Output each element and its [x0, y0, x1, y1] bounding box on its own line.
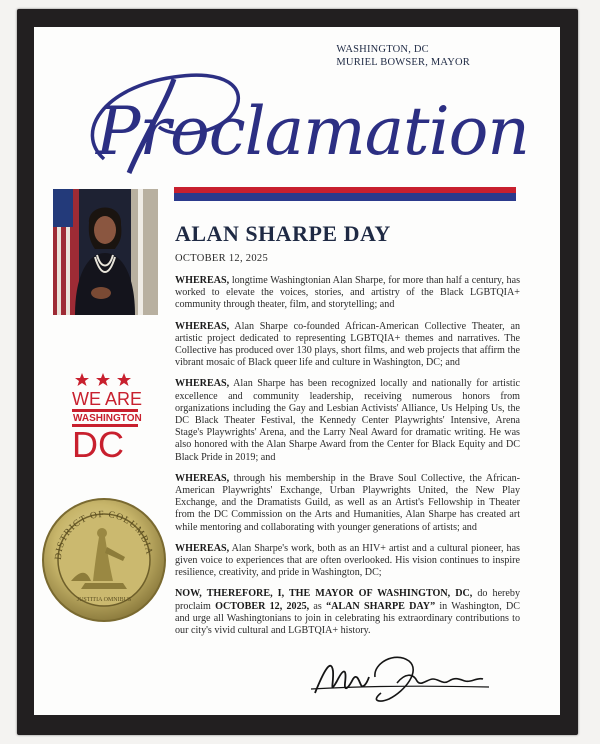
mayor-label: MURIEL BOWSER, MAYOR	[336, 57, 470, 68]
seal-motto: JUSTITIA OMNIBUS	[76, 597, 132, 603]
whereas-paragraph: WHEREAS, Alan Sharpe has been recognized locally and nationally for artistic excellence and community leadership, receiving numerous honors from organizations including the Gay and Lesbian Activists' Alliance, Us Helping Us, the DC Black Theater Festival, the Kennedy Center Playwrights' Intensive, Arena Stage's Playwrights' Arena, and the Larry Neal Award for dramatic writing. He was also honored with the Alan Sharpe Award from the Center for Black Equity and DC Black Pride in 2019; and	[175, 378, 520, 463]
we-are-washington-dc-logo	[70, 367, 150, 459]
seal-text: DISTRICT OF COLUMBIA	[53, 509, 154, 561]
proclamation-heading: ALAN SHARPE DAY	[175, 221, 391, 246]
dc-text: DC	[72, 424, 124, 459]
proclamation-document	[34, 27, 560, 715]
proclamation-body	[175, 275, 520, 646]
now-therefore-paragraph: NOW, THEREFORE, I, THE MAYOR OF WASHINGTON, DC, do hereby proclaim OCTOBER 12, 2025, as “ALAN SHARPE DAY” in Washington, DC and urge all Washingtonians to join in celebrating his extraordinary contributions to our city's vivid cultural and LGBTQIA+ history.	[175, 588, 520, 637]
we-are-text: WE ARE	[72, 389, 143, 409]
proclamation-date: OCTOBER 12, 2025	[175, 253, 268, 264]
mayor-signature	[309, 643, 499, 707]
whereas-paragraph: WHEREAS, longtime Washingtonian Alan Sharpe, for more than half a century, has worked to elevate the voices, stories, and artistry of the Black LGBTQIA+ community through theater, film, and storytelling; and	[175, 275, 520, 311]
mayor-office-header	[336, 43, 470, 69]
whereas-paragraph: WHEREAS, Alan Sharpe's work, both as an HIV+ artist and a cultural pioneer, has given voice to experiences that are often overlooked. His vision continues to inspire resilience, creativity, and pride in Washington, DC;	[175, 542, 520, 579]
mayor-portrait	[53, 189, 158, 315]
proclamation-title: Proclamation	[96, 93, 529, 170]
district-seal	[41, 497, 167, 623]
whereas-paragraph: WHEREAS, Alan Sharpe co-founded African-American Collective Theater, an artistic project dedicated to representing LGBTQIA+ themes and narratives. The Collective has produced over 130 plays, short films, and web projects that affirm the vibrant mosaic of Black queer life and culture in Washington, DC; and	[175, 320, 520, 369]
city-label: WASHINGTON, DC	[336, 44, 429, 55]
washington-text: WASHINGTON	[73, 413, 142, 424]
title-stripe-blue	[174, 193, 516, 201]
whereas-paragraph: WHEREAS, through his membership in the Brave Soul Collective, the African-American Playwrights' Exchange, Urban Playwrights United, the New Play Exchange, and the Dramatists Guild, as well as an Artist's Fellowship in Theater from the DC Commission on the Arts and Humanities, Alan Sharpe has created art while mentoring and collaborating with younger generations of artists; and	[175, 472, 520, 533]
